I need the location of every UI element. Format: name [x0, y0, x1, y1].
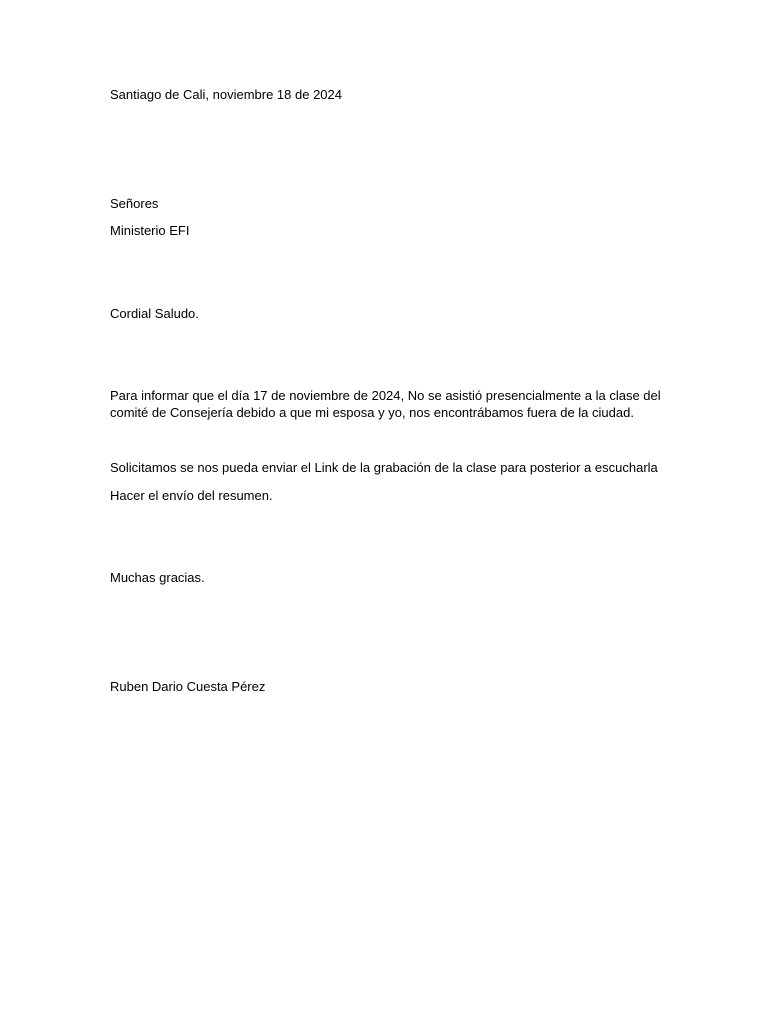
greeting: Cordial Saludo. — [110, 306, 199, 321]
body-paragraph-3: Hacer el envío del resumen. — [110, 488, 273, 503]
date-line: Santiago de Cali, noviembre 18 de 2024 — [110, 87, 342, 102]
salutation-to: Señores — [110, 196, 159, 211]
body-paragraph-2: Solicitamos se nos pueda enviar el Link de la grabación de la clase para posterior a escucharla — [110, 460, 658, 475]
closing: Muchas gracias. — [110, 570, 205, 585]
signature-name: Ruben Dario Cuesta Pérez — [110, 679, 266, 694]
body-paragraph-1 — [110, 387, 670, 421]
body-paragraph-1-line-2: comité de Consejería debido a que mi esposa y yo, nos encontrábamos fuera de la ciudad. — [110, 405, 634, 420]
recipient: Ministerio EFI — [110, 223, 190, 238]
body-paragraph-1-line-1: Para informar que el día 17 de noviembre de 2024, No se asistió presencialmente a la clase del — [110, 388, 661, 403]
